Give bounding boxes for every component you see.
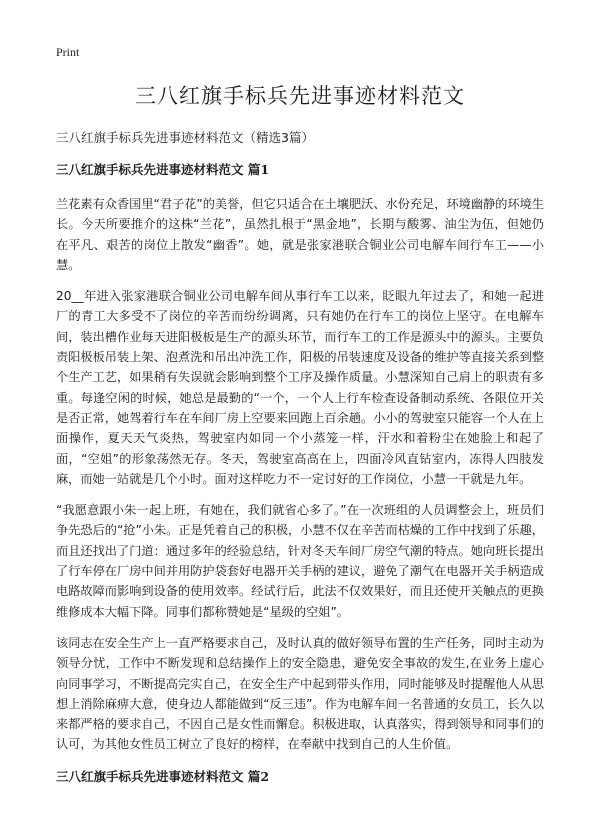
document-title: 三八红旗手标兵先进事迹材料范文 xyxy=(135,84,465,108)
section-heading: 三八红旗手标兵先进事迹材料范文 篇2 xyxy=(56,768,270,784)
document-intro: 三八红旗手标兵先进事迹材料范文（精选3篇） xyxy=(56,130,314,145)
print-link[interactable]: Print xyxy=(56,45,80,59)
paragraph: 兰花素有众香国里“君子花”的美誉，但它只适合在土壤肥沃、水份充足，环境幽静的环境生长。今天所要推介的这株“兰花”，虽然扎根于“黑金地”，长期与酸雾、油尘为伍，但她仍在平凡、艰苦的岗位上散发“幽香”。她，就是张家港联合铜业公司电解车间行车工——小慧。 xyxy=(56,197,544,272)
paragraph: “我愿意跟小朱一起上班，有她在，我们就省心多了。”在一次班组的人员调整会上，班员们争先恐后的“抢”小朱。正是凭着自己的积极，小慧不仅在辛苦而枯燥的工作中找到了乐趣，而且还找出了门道：通过多年的经验总结，针对冬天车间厂房空气潮的特点。她向班长提出了行车停在厂房中间并用防护袋套好电器开关手柄的建议，避免了潮气在电器开关手柄造成电路故障而影响到设备的使用效率。经试行后，此法不仅效果好，而且还使开关触点的更换维修成本大幅下降。同事们都称赞她是“星级的空姐”。 xyxy=(56,503,544,619)
paragraph: 20__年进入张家港联合铜业公司电解车间从事行车工以来，眨眼九年过去了，和她一起进厂的青工大多受不了岗位的辛苦而纷纷调离，只有她仍在行车工的岗位上坚守。在电解车间，装出槽作业每天进阳极板是生产的源头环节，而行车工的工作是源头中的源头。主要负责阳极板吊装上架、泡煮洗和吊出冲洗工作，阳极的吊装速度及设备的维护等直接关系到整个生产工艺，如果稍有失误就会影响到整个工序及操作质量。小慧深知自己肩上的职责有多重。每逢空闲的时候，她总是最勤的“一个，一个人上行车检查设备制动系统、各限位开关是否正常，她驾着行车在车间厂房上空要来回跑上百余趟。小小的驾驶室只能容一个人在上面操作，夏天天气炎热，驾驶室内如同一个小蒸笼一样，汗水和着粉尘在她脸上和起了面，“空姐”的形象荡然无存。冬天，驾驶室高高在上，四面冷风直钻室内，冻得人四肢发麻，而她一站就是几个小时。面对这样吃力不一定讨好的工作岗位，小慧一干就是九年。 xyxy=(56,289,544,486)
section-heading: 三八红旗手标兵先进事迹材料范文 篇1 xyxy=(56,162,270,177)
paragraph: 该同志在安全生产上一直严格要求自己，及时认真的做好领导布置的生产任务，同时主动为领导分忧，工作中不断发现和总结操作上的安全隐患，避免安全事故的发生,在业务上虚心向同事学习，不断提高完实自己，在安全生产中起到带头作用，同时能够及时提醒他人从思想上消除麻痹大意，使身边人都能做到“反三违”。作为电解车间一名普通的女员工，长久以来都严格的要求自己，不因自己是女性而懈怠。积极进取，认真落实，得到领导和同事们的认可，为其他女性员工树立了良好的榜样，在奉献中找到自己的人生价值。 xyxy=(56,635,544,752)
